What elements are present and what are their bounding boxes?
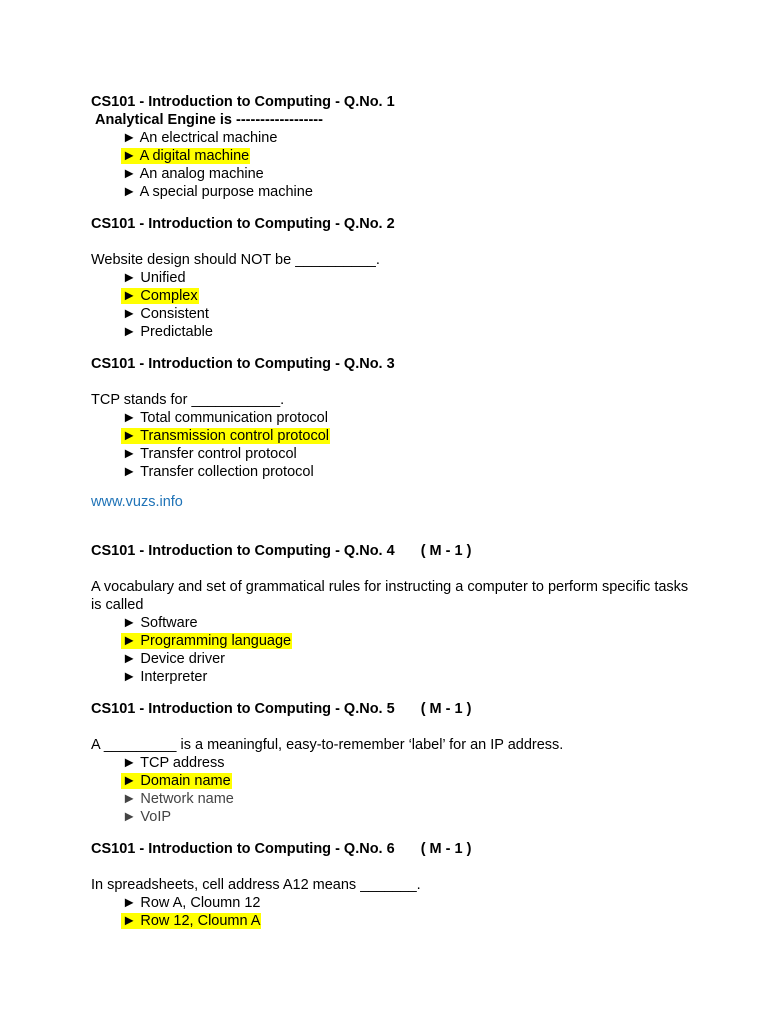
option: ► Total communication protocol [122,410,328,426]
option-correct: ► Row 12, Cloumn A [122,913,261,929]
question-4 [91,542,691,686]
question-title: CS101 - Introduction to Computing - Q.No. 5 ( M - 1 ) [91,701,472,717]
option-list [91,269,691,341]
option-correct: ► Domain name [122,773,231,789]
website-link[interactable]: www.vuzs.info [91,494,183,510]
option: ► An analog machine [122,166,264,182]
option-list [91,754,691,826]
marks-label: ( M - 1 ) [420,701,472,717]
option: ► Network name [122,791,234,807]
option: ► Software [122,615,198,631]
option-correct: ► Programming language [122,633,292,649]
question-1 [91,93,691,201]
option-correct: ► Complex [122,288,198,304]
option-list [91,129,691,201]
option: ► Row A, Cloumn 12 [122,895,261,911]
question-stem: In spreadsheets, cell address A12 means _______. [91,877,421,893]
question-stem: A vocabulary and set of grammatical rules for instructing a computer to perform specific tasks is called [91,579,689,613]
option: ► A special purpose machine [122,184,313,200]
question-stem: A _________ is a meaningful, easy-to-remember ‘label’ for an IP address. [91,737,564,753]
question-stem: Analytical Engine is ------------------ [95,112,323,128]
question-5 [91,700,691,826]
option: ► Device driver [122,651,225,667]
question-title: CS101 - Introduction to Computing - Q.No. 3 [91,356,395,372]
option: ► Transfer control protocol [122,446,297,462]
option: ► Consistent [122,306,209,322]
question-title: CS101 - Introduction to Computing - Q.No. 4 ( M - 1 ) [91,543,472,559]
question-stem: TCP stands for ___________. [91,392,285,408]
option-list [91,409,691,481]
question-3 [91,355,691,481]
option: ► An electrical machine [122,130,278,146]
question-title: CS101 - Introduction to Computing - Q.No. 1 [91,94,395,110]
question-title: CS101 - Introduction to Computing - Q.No. 6 ( M - 1 ) [91,841,472,857]
option-correct: ► A digital machine [122,148,250,164]
marks-label: ( M - 1 ) [420,841,472,857]
option-list [91,614,691,686]
question-2 [91,215,691,341]
question-6 [91,840,691,930]
question-title: CS101 - Introduction to Computing - Q.No. 2 [91,216,395,232]
option: ► Unified [122,270,186,286]
marks-label: ( M - 1 ) [420,543,472,559]
option-list [91,894,691,930]
option: ► VoIP [122,809,172,825]
option: ► Transfer collection protocol [122,464,314,480]
option: ► TCP address [122,755,225,771]
option: ► Interpreter [122,669,208,685]
option: ► Predictable [122,324,213,340]
option-correct: ► Transmission control protocol [122,428,329,444]
question-stem: Website design should NOT be __________. [91,252,380,268]
